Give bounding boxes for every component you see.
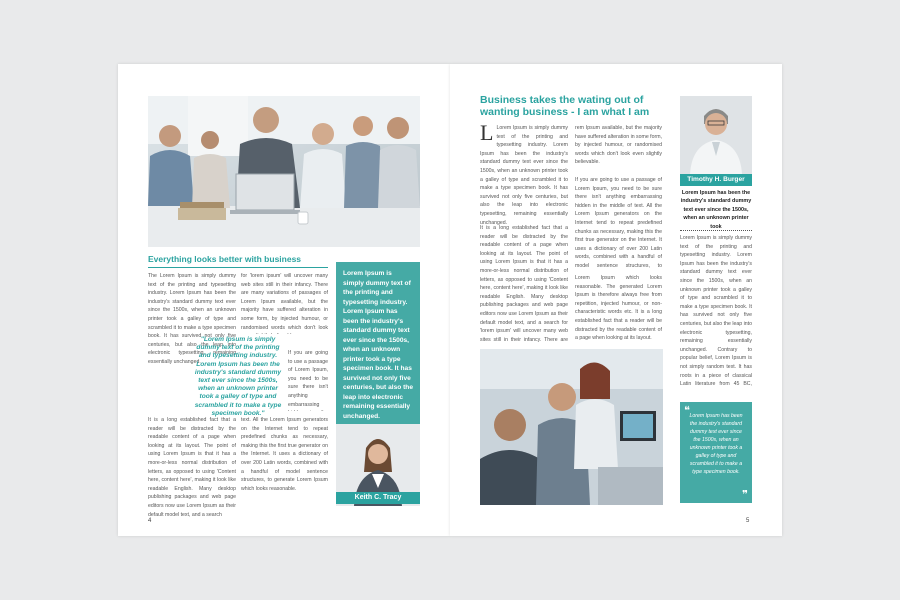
right-col1-lower bbox=[480, 224, 568, 344]
office-team-photo bbox=[480, 349, 663, 505]
right-page-number: 5 bbox=[746, 518, 750, 524]
right-col1-text2: It is a long established fact that a reader will be distracted by the readable content of a page when looking at its layout. The point of using Lorem Ipsum is that it has a more-or-less normal distribution of letters, as opposed to using 'Content here, content here', making it look like readable English. Many desktop publishing packages and web page editors now use Lorem Ipsum as their default model text, and a search for 'lorem ipsum' will uncover many web sites still in their infancy. There are bbox=[480, 225, 568, 343]
right-col3 bbox=[680, 234, 752, 386]
left-heading: Everything looks better with business bbox=[148, 254, 302, 264]
right-col2-text2: If you are going to use a passage of Lorem Ipsum, you need to be sure there isn't anything embarrassing hidden in the middle of text. All the Lorem Ipsum generators on the Internet tend to repeat predefined chunks as necessary, making this the first true generator on the Internet. It uses a dictionary of over 200 Latin words, combined with a handful of model sentence structures, to bbox=[575, 177, 662, 268]
right-col2 bbox=[575, 124, 662, 172]
left-col2-side-text: If you are going to use a passage of Lorem Ipsum, you need to be sure there isn't anything embarrassing bbox=[288, 350, 328, 408]
left-col2-text3: text. All the Lorem Ipsum generators on the Internet tend to repeat predefined chunks as necessary, making this the first true generator on the Internet. It uses a dictionary of over 200 Latin words, combined with a handful of model sentence structures, to generate Lorem Ipsum which looks reasonable. bbox=[241, 417, 328, 492]
right-page bbox=[450, 64, 782, 536]
right-col2-text: rem Ipsum available, but the majority have suffered alteration in some form, by injected humour, or randomised words which don't look even slightly believable. bbox=[575, 125, 662, 166]
keith-name-bar: Keith C. Tracy bbox=[336, 492, 420, 504]
quote-open-icon: ❝ bbox=[684, 404, 690, 417]
right-heading: Business takes the wating out of wanting business - I am what I am bbox=[480, 94, 650, 118]
right-dropcap: L bbox=[480, 124, 494, 145]
right-col2-text3: Lorem Ipsum which looks reasonable. The generated Lorem Ipsum is therefore always free from repetition, injected humour, or non-characteristic words etc. It is a long established fact that a reader will be distracted by the readable content of a page when looking at its layout. bbox=[575, 275, 662, 342]
pull-quote: "Lorem Ipsum is simply dummy text of the printing and typesetting industry. Lorem Ipsum has been the industry's standard dummy text ever since the 1500s, when an unknown printer took a galley of type and scrambled it to make a type specimen book." bbox=[194, 336, 282, 417]
left-page-number: 4 bbox=[148, 518, 152, 524]
left-heading-rule bbox=[148, 267, 328, 268]
quote-box-text: Lorem Ipsum has been the industry's standard dummy text ever since the 1500s, when an unknown printer took a galley of type and scrambled it to make a type specimen book. bbox=[689, 413, 743, 475]
right-col3-text: Lorem Ipsum is simply dummy text of the printing and typesetting industry. Lorem Ipsum has been the industry's standard dummy text ever since the 1500s, when an unknown printer took a galley of type and scrambled it to make a type specimen book. It has survived not only five centuries, but also the leap into electronic typesetting, remaining essentially unchanged. Contrary to popular belief, Lorem Ipsum is not simply random text. It has roots in a piece of classical Latin literature from 45 BC, bbox=[680, 235, 752, 386]
right-col2-lower bbox=[575, 274, 662, 346]
timothy-caption: Lorem Ipsum has been the industry's standard dummy text ever since the 1500s, when an unknown printer took bbox=[680, 190, 752, 230]
quote-box bbox=[680, 402, 752, 503]
right-col2-mid bbox=[575, 176, 662, 268]
right-col1-body: Lorem Ipsum is simply dummy text of the printing and typesetting industry. Lorem Ipsum has been the industry's standard dummy text ever since the 1500s, when an unknown printer took a galley of type and scrambled it to make a type specimen book. It has survived not only five centuries, but also the leap into electronic typesetting, remaining essentially unchanged. bbox=[480, 125, 568, 226]
left-col1-lower bbox=[148, 416, 236, 532]
left-col2-text: for 'lorem ipsum' will uncover many web sites still in their infancy. There are many variations of passages of Lorem Ipsum available, but the majority have suffered alteration in some form, by injected humour, or randomised words which don't look bbox=[241, 273, 328, 331]
left-col1-text2: It is a long established fact that a reader will be distracted by the readable content of a page when looking at its layout. The point of using Lorem Ipsum is that it has a more-or-less normal distribution of letters, as opposed to using 'Content here, content here', making it look like readable English. Many desktop publishing packages and web page editors now use Lorem Ipsum as their default model text, and a search bbox=[148, 417, 236, 518]
left-col1-text: The Lorem Ipsum is simply dummy text of the printing and typesetting industry. Lorem Ipsum has been the industry's standard dummy text ever since the 1500s, when an unknown printer took a galley of type and scrambled it to make a type specimen book. It has survived not only five centuries, but also the leap into electronic typesetting, remaining essentially unchanged. bbox=[148, 273, 236, 365]
caption-dotted-rule bbox=[680, 230, 752, 231]
left-col2 bbox=[241, 272, 328, 334]
left-page bbox=[118, 64, 450, 536]
right-col1-text bbox=[480, 124, 568, 227]
team-meeting-photo bbox=[148, 96, 420, 247]
left-col2-lower bbox=[241, 416, 328, 532]
quote-close-icon: ❞ bbox=[742, 488, 748, 501]
timothy-portrait-photo bbox=[680, 96, 752, 174]
left-col2-side bbox=[288, 349, 328, 411]
teal-info-box: Lorem Ipsum is simply dummy text of the printing and typesetting industry. Lorem Ipsum has been the industry's standard dummy text ever since the 1500s, when an unknown printer took a type specimen book. It has survived not only five centuries, but also the leap into electronic remaining essentially unchanged. bbox=[336, 262, 420, 474]
timothy-name-bar: Timothy H. Burger bbox=[680, 174, 752, 186]
